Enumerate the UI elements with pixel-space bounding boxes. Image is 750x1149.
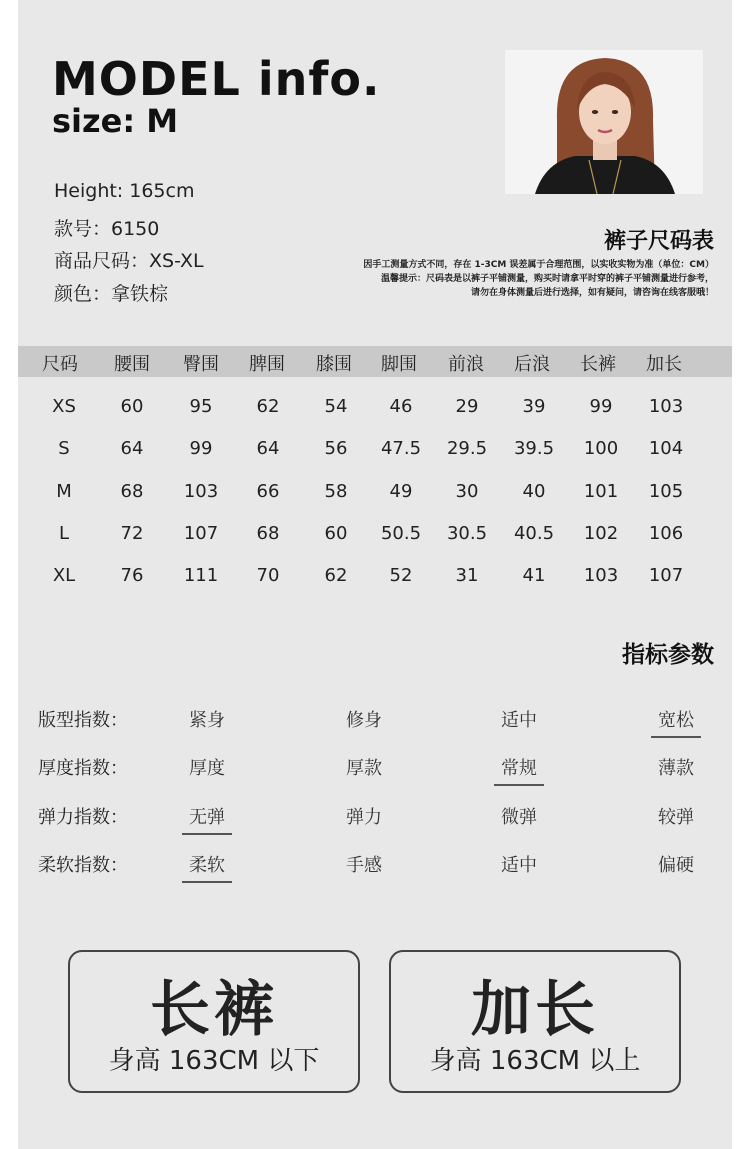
- table-cell: 62: [256, 396, 280, 417]
- index-option-label: 柔软: [189, 855, 225, 876]
- selected-underline: [182, 833, 232, 835]
- table-cell: 95: [189, 396, 213, 417]
- index-option-label: 适中: [501, 710, 537, 731]
- size-chart-note: 温馨提示：尺码表是以裤子平铺测量，购买时请拿平时穿的裤子平铺测量进行参考，: [380, 274, 714, 284]
- table-cell: S: [58, 438, 70, 459]
- table-row: [0, 481, 750, 515]
- index-label: 版型指数：: [38, 710, 128, 731]
- index-option-label: 手感: [346, 855, 382, 876]
- index-option: [631, 803, 721, 829]
- index-row-fit: [0, 700, 750, 740]
- index-option: [474, 754, 564, 780]
- table-cell: 50.5: [380, 523, 422, 544]
- table-cell: 76: [120, 565, 144, 586]
- index-option: [319, 803, 409, 829]
- header-hip: 臀围: [183, 354, 219, 375]
- table-cell: 100: [583, 438, 619, 459]
- header-waist: 腰围: [114, 354, 150, 375]
- index-label: 厚度指数：: [38, 758, 128, 779]
- index-option-label: 宽松: [658, 710, 694, 731]
- index-option: [474, 803, 564, 829]
- index-label: 柔软指数：: [38, 855, 128, 876]
- table-cell: 52: [389, 565, 413, 586]
- table-cell: 103: [583, 565, 619, 586]
- index-row-thickness: [0, 748, 750, 788]
- table-cell: 30: [455, 481, 479, 502]
- table-row: [0, 396, 750, 430]
- table-cell: 66: [256, 481, 280, 502]
- table-cell: XS: [52, 396, 76, 417]
- table-cell: 107: [183, 523, 219, 544]
- size-chart-note: 因手工测量方式不同，存在 1-3CM 误差属于合理范围，以实收实物为准（单位：CM）: [363, 260, 714, 270]
- size-chart-notes: [294, 258, 714, 300]
- table-cell: 64: [120, 438, 144, 459]
- model-color: 颜色：拿铁棕: [54, 283, 169, 305]
- header-regular-length: 长裤: [580, 354, 616, 375]
- selected-underline: [182, 881, 232, 883]
- long-length-height: 身高 163CM 以上: [429, 1046, 641, 1076]
- index-option-label: 偏硬: [658, 855, 694, 876]
- indices-title: 指标参数: [622, 642, 714, 668]
- index-option-label: 较弹: [658, 807, 694, 828]
- table-row: [0, 565, 750, 599]
- table-cell: 64: [256, 438, 280, 459]
- table-cell: 60: [120, 396, 144, 417]
- table-cell: 70: [256, 565, 280, 586]
- header-hem: 脚围: [381, 354, 417, 375]
- index-option: [631, 754, 721, 780]
- model-size-range: 商品尺码：XS-XL: [54, 250, 204, 272]
- index-option: [162, 754, 252, 780]
- index-row-elasticity: [0, 797, 750, 837]
- index-option: [631, 851, 721, 877]
- index-option: [474, 851, 564, 877]
- table-cell: 31: [455, 565, 479, 586]
- table-cell: 47.5: [380, 438, 422, 459]
- long-length-box: [389, 950, 681, 1093]
- index-option: [319, 706, 409, 732]
- index-option-label: 厚度: [189, 758, 225, 779]
- index-option: [319, 754, 409, 780]
- index-option: [162, 851, 252, 877]
- header-long-length: 加长: [646, 354, 682, 375]
- model-style-number: 款号：6150: [54, 218, 160, 240]
- table-cell: L: [58, 523, 70, 544]
- index-option-label: 紧身: [189, 710, 225, 731]
- model-portrait-icon: [505, 50, 703, 194]
- header-knee: 膝围: [316, 354, 352, 375]
- table-cell: 103: [648, 396, 684, 417]
- table-cell: 68: [120, 481, 144, 502]
- table-cell: 39: [522, 396, 546, 417]
- index-option-label: 薄款: [658, 758, 694, 779]
- table-cell: 111: [183, 565, 219, 586]
- table-cell: 102: [583, 523, 619, 544]
- table-cell: 99: [189, 438, 213, 459]
- table-cell: 105: [648, 481, 684, 502]
- index-label: 弹力指数：: [38, 807, 128, 828]
- size-table-header: [18, 346, 732, 377]
- table-cell: 107: [648, 565, 684, 586]
- table-row: [0, 438, 750, 472]
- table-cell: 58: [324, 481, 348, 502]
- index-option-label: 厚款: [346, 758, 382, 779]
- selected-underline: [651, 736, 701, 738]
- index-option-label: 修身: [346, 710, 382, 731]
- table-cell: 39.5: [513, 438, 555, 459]
- table-cell: 54: [324, 396, 348, 417]
- table-cell: 68: [256, 523, 280, 544]
- table-cell: 103: [183, 481, 219, 502]
- table-cell: M: [56, 481, 72, 502]
- index-row-softness: [0, 845, 750, 885]
- table-cell: 29: [455, 396, 479, 417]
- table-cell: 40: [522, 481, 546, 502]
- index-option: [474, 706, 564, 732]
- long-length-title: 加长: [471, 975, 599, 1045]
- table-cell: 72: [120, 523, 144, 544]
- table-cell: 41: [522, 565, 546, 586]
- regular-length-box: [68, 950, 360, 1093]
- header-thigh: 脾围: [249, 354, 285, 375]
- table-cell: 60: [324, 523, 348, 544]
- table-cell: XL: [52, 565, 76, 586]
- table-cell: 29.5: [446, 438, 488, 459]
- index-option-label: 弹力: [346, 807, 382, 828]
- index-option: [162, 706, 252, 732]
- index-option: [319, 851, 409, 877]
- index-option: [631, 706, 721, 732]
- regular-length-title: 长裤: [150, 975, 278, 1045]
- table-cell: 49: [389, 481, 413, 502]
- regular-length-height: 身高 163CM 以下: [108, 1046, 320, 1076]
- index-option-label: 常规: [501, 758, 537, 779]
- table-cell: 106: [648, 523, 684, 544]
- index-option-label: 无弹: [189, 807, 225, 828]
- header-size: 尺码: [42, 354, 78, 375]
- table-cell: 99: [589, 396, 613, 417]
- header-back-rise: 后浪: [514, 354, 550, 375]
- size-chart-note: 请勿在身体测量后进行选择，如有疑问，请咨询在线客服哦！: [470, 288, 714, 298]
- index-option-label: 微弹: [501, 807, 537, 828]
- selected-underline: [494, 784, 544, 786]
- table-cell: 101: [583, 481, 619, 502]
- model-info-title: MODEL info.: [52, 52, 381, 106]
- model-size: size: M: [52, 102, 179, 140]
- header-front-rise: 前浪: [448, 354, 484, 375]
- index-option-label: 适中: [501, 855, 537, 876]
- index-option: [162, 803, 252, 829]
- table-cell: 46: [389, 396, 413, 417]
- model-height: Height: 165cm: [54, 180, 195, 202]
- size-chart-title: 裤子尺码表: [603, 229, 714, 254]
- table-cell: 40.5: [513, 523, 555, 544]
- table-cell: 30.5: [446, 523, 488, 544]
- table-cell: 62: [324, 565, 348, 586]
- table-cell: 104: [648, 438, 684, 459]
- model-photo: [505, 50, 703, 194]
- table-cell: 56: [324, 438, 348, 459]
- table-row: [0, 523, 750, 557]
